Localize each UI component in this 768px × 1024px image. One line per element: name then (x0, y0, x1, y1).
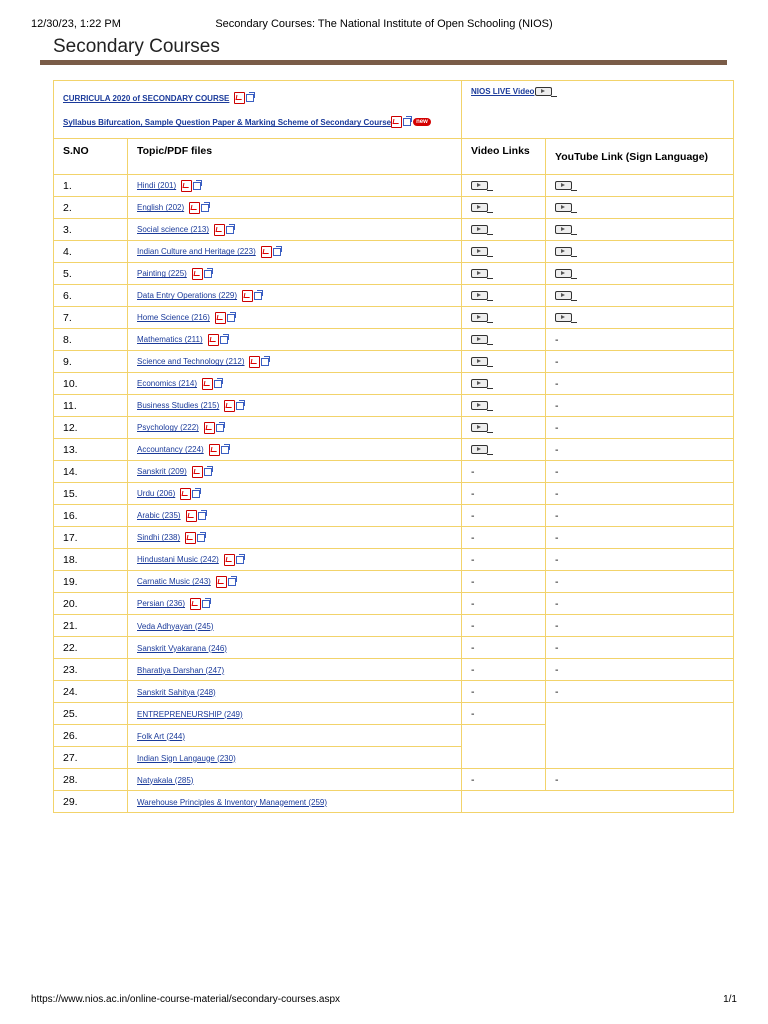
print-datetime: 12/30/23, 1:22 PM (31, 18, 121, 30)
row-sno: 27. (54, 747, 128, 769)
row-topic (128, 241, 462, 263)
pdf-icon[interactable] (242, 290, 253, 302)
video-icon[interactable] (471, 445, 488, 454)
video-link-cell (462, 439, 546, 461)
youtube-link-cell: - (546, 571, 734, 593)
topic-link[interactable]: Sanskrit Sahitya (248) (137, 687, 216, 697)
video-icon[interactable] (555, 181, 572, 190)
row-topic (128, 791, 462, 813)
row-sno: 18. (54, 549, 128, 571)
video-icon[interactable] (471, 401, 488, 410)
topic-link[interactable]: Urdu (206) (137, 489, 176, 499)
youtube-link-cell (546, 263, 734, 285)
table-row (54, 373, 734, 395)
video-link-cell (462, 417, 546, 439)
video-link-cell: - (462, 659, 546, 681)
empty-cell (546, 703, 734, 769)
row-sno: 5. (54, 263, 128, 285)
row-sno: 4. (54, 241, 128, 263)
video-link-cell (462, 307, 546, 329)
video-link-cell: - (462, 681, 546, 703)
row-sno: 26. (54, 725, 128, 747)
pdf-icon[interactable] (185, 532, 196, 544)
topic-link[interactable]: Sindhi (238) (137, 533, 181, 543)
video-icon[interactable] (471, 225, 488, 234)
video-link-cell: - (462, 703, 546, 725)
topic-link[interactable]: English (202) (137, 203, 185, 213)
row-topic (128, 175, 462, 197)
youtube-link-cell: - (546, 593, 734, 615)
video-link-cell: - (462, 615, 546, 637)
topic-link[interactable]: Natyakala (285) (137, 775, 194, 785)
table-row (54, 791, 734, 813)
row-sno: 6. (54, 285, 128, 307)
video-link-cell (462, 285, 546, 307)
print-footer (31, 994, 737, 1005)
row-sno: 24. (54, 681, 128, 703)
row-sno: 3. (54, 219, 128, 241)
row-sno: 13. (54, 439, 128, 461)
courses-table (53, 80, 734, 813)
topic-link[interactable]: Bharatiya Darshan (247) (137, 665, 225, 675)
table-row (54, 329, 734, 351)
new-window-icon[interactable] (192, 490, 200, 498)
table-row (54, 769, 734, 791)
youtube-link-cell: - (546, 681, 734, 703)
row-sno: 2. (54, 197, 128, 219)
video-icon[interactable] (471, 423, 488, 432)
print-title: Secondary Courses: The National Institute of Open Schooling (NIOS) (215, 18, 553, 30)
topic-link[interactable]: Painting (225) (137, 269, 187, 279)
topic-link[interactable]: Economics (214) (137, 379, 198, 389)
table-row (54, 527, 734, 549)
youtube-link-cell: - (546, 637, 734, 659)
row-sno: 22. (54, 637, 128, 659)
row-sno: 10. (54, 373, 128, 395)
row-topic (128, 219, 462, 241)
video-link-cell: - (462, 549, 546, 571)
video-icon[interactable] (471, 181, 488, 190)
row-topic (128, 417, 462, 439)
table-row (54, 285, 734, 307)
topic-link[interactable]: Carnatic Music (243) (137, 577, 211, 587)
pdf-icon[interactable] (186, 510, 197, 522)
video-link-cell (462, 175, 546, 197)
header-youtube-link: YouTube Link (Sign Language) (546, 139, 734, 175)
row-sno: 19. (54, 571, 128, 593)
table-row (54, 439, 734, 461)
new-window-icon[interactable] (236, 402, 244, 410)
footer-page-number: 1/1 (723, 994, 737, 1005)
pdf-icon[interactable] (204, 422, 215, 434)
topic-link[interactable]: Veda Adhyayan (245) (137, 621, 214, 631)
table-row (54, 593, 734, 615)
video-link-cell (462, 329, 546, 351)
header-video-links: Video Links (462, 139, 546, 175)
table-row (54, 659, 734, 681)
new-window-icon[interactable] (197, 534, 205, 542)
topic-link[interactable]: Business Studies (215) (137, 401, 220, 411)
row-sno: 28. (54, 769, 128, 791)
topic-link[interactable]: Arabic (235) (137, 511, 181, 521)
table-header-row (54, 139, 734, 175)
row-sno: 1. (54, 175, 128, 197)
topic-link[interactable]: Sanskrit (209) (137, 467, 187, 477)
video-icon[interactable] (555, 225, 572, 234)
row-topic (128, 505, 462, 527)
video-icon[interactable] (471, 247, 488, 256)
header-sno: S.NO (54, 139, 128, 175)
row-topic (128, 747, 462, 769)
row-topic (128, 483, 462, 505)
youtube-link-cell (546, 175, 734, 197)
video-icon[interactable] (555, 269, 572, 278)
row-topic (128, 725, 462, 747)
table-row (54, 505, 734, 527)
row-topic (128, 351, 462, 373)
footer-url: https://www.nios.ac.in/online-course-material/secondary-courses.aspx (31, 994, 341, 1005)
row-topic (128, 373, 462, 395)
topic-link[interactable]: Persian (236) (137, 599, 186, 609)
topic-link[interactable]: Accountancy (224) (137, 445, 204, 455)
nios-live-cell (462, 81, 734, 139)
pdf-icon[interactable] (209, 444, 220, 456)
youtube-link-cell (546, 285, 734, 307)
new-window-icon[interactable] (216, 424, 224, 432)
topic-link[interactable]: Sanskrit Vyakarana (246) (137, 643, 227, 653)
video-link-cell: - (462, 637, 546, 659)
pdf-icon[interactable] (261, 246, 272, 258)
topic-link[interactable]: Science and Technology (212) (137, 357, 245, 367)
video-link-cell (462, 373, 546, 395)
youtube-link-cell: - (546, 615, 734, 637)
row-sno: 8. (54, 329, 128, 351)
youtube-link-cell: - (546, 417, 734, 439)
table-row (54, 219, 734, 241)
topic-link[interactable]: Warehouse Principles & Inventory Management (259) (137, 797, 328, 807)
row-topic (128, 615, 462, 637)
row-sno: 14. (54, 461, 128, 483)
video-link-cell: - (462, 461, 546, 483)
pdf-icon[interactable] (214, 224, 225, 236)
video-icon[interactable] (555, 313, 572, 322)
new-window-icon[interactable] (221, 446, 229, 454)
topic-link[interactable]: Indian Culture and Heritage (223) (137, 247, 256, 257)
new-badge: new (413, 118, 431, 126)
table-row (54, 615, 734, 637)
row-topic (128, 527, 462, 549)
new-window-icon[interactable] (204, 468, 212, 476)
table-row (54, 395, 734, 417)
video-icon[interactable] (471, 335, 488, 344)
video-link-cell (462, 263, 546, 285)
title-divider (40, 60, 727, 65)
new-window-icon[interactable] (214, 380, 222, 388)
row-sno: 21. (54, 615, 128, 637)
row-topic (128, 263, 462, 285)
nios-live-video-link[interactable]: NIOS LIVE Video (471, 87, 535, 96)
table-row (54, 637, 734, 659)
video-link-cell: - (462, 527, 546, 549)
pdf-icon[interactable] (208, 334, 219, 346)
pdf-icon[interactable] (216, 576, 227, 588)
row-topic (128, 197, 462, 219)
table-row (54, 571, 734, 593)
pdf-icon[interactable] (391, 116, 402, 128)
row-sno: 17. (54, 527, 128, 549)
row-topic (128, 307, 462, 329)
youtube-link-cell: - (546, 439, 734, 461)
empty-cell (462, 791, 734, 813)
table-row (54, 483, 734, 505)
topic-link[interactable]: Folk Art (244) (137, 731, 186, 741)
youtube-link-cell: - (546, 461, 734, 483)
video-link-cell (462, 351, 546, 373)
topic-link[interactable]: Social science (213) (137, 225, 210, 235)
curricula-cell (54, 81, 462, 139)
table-row (54, 703, 734, 725)
youtube-link-cell (546, 241, 734, 263)
topic-link[interactable]: Mathematics (211) (137, 335, 203, 345)
curricula-link[interactable]: CURRICULA 2020 of SECONDARY COURSE (63, 94, 230, 103)
video-link-cell: - (462, 571, 546, 593)
pdf-icon[interactable] (189, 202, 200, 214)
empty-cell (462, 725, 546, 769)
row-topic (128, 769, 462, 791)
video-icon[interactable] (555, 203, 572, 212)
table-row (54, 241, 734, 263)
topic-link[interactable]: Psychology (222) (137, 423, 199, 433)
video-icon[interactable] (471, 291, 488, 300)
video-link-cell: - (462, 593, 546, 615)
print-header (31, 18, 737, 32)
youtube-link-cell (546, 307, 734, 329)
row-sno: 29. (54, 791, 128, 813)
row-topic (128, 703, 462, 725)
row-topic (128, 637, 462, 659)
new-window-icon[interactable] (246, 94, 254, 102)
page-title: Secondary Courses (53, 36, 220, 57)
row-sno: 15. (54, 483, 128, 505)
video-link-cell (462, 395, 546, 417)
pdf-icon[interactable] (180, 488, 191, 500)
top-links-row (54, 81, 734, 139)
new-window-icon[interactable] (236, 556, 244, 564)
table-row (54, 175, 734, 197)
video-icon[interactable] (471, 269, 488, 278)
new-window-icon[interactable] (228, 578, 236, 586)
row-sno: 12. (54, 417, 128, 439)
youtube-link-cell (546, 219, 734, 241)
row-topic (128, 439, 462, 461)
row-topic (128, 461, 462, 483)
row-sno: 25. (54, 703, 128, 725)
table-row (54, 197, 734, 219)
video-link-cell (462, 197, 546, 219)
pdf-icon[interactable] (215, 312, 226, 324)
video-icon[interactable] (555, 247, 572, 256)
topic-link[interactable]: Indian Sign Langauge (230) (137, 753, 236, 763)
pdf-icon[interactable] (234, 92, 245, 104)
video-link-cell (462, 241, 546, 263)
pdf-icon[interactable] (192, 466, 203, 478)
row-topic (128, 681, 462, 703)
pdf-icon[interactable] (192, 268, 203, 280)
table-row (54, 263, 734, 285)
new-window-icon[interactable] (202, 600, 210, 608)
row-topic (128, 571, 462, 593)
header-topic: Topic/PDF files (128, 139, 462, 175)
new-window-icon[interactable] (227, 314, 235, 322)
video-icon[interactable] (471, 379, 488, 388)
table-row (54, 307, 734, 329)
row-topic (128, 593, 462, 615)
row-topic (128, 395, 462, 417)
row-sno: 9. (54, 351, 128, 373)
video-link-cell: - (462, 505, 546, 527)
new-window-icon[interactable] (201, 204, 209, 212)
new-window-icon[interactable] (403, 118, 411, 126)
video-icon[interactable] (471, 203, 488, 212)
new-window-icon[interactable] (193, 182, 201, 190)
video-icon[interactable] (555, 291, 572, 300)
youtube-link-cell: - (546, 373, 734, 395)
youtube-link-cell: - (546, 659, 734, 681)
youtube-link-cell (546, 197, 734, 219)
video-icon[interactable] (535, 87, 552, 96)
topic-link[interactable]: Home Science (216) (137, 313, 210, 323)
pdf-icon[interactable] (224, 554, 235, 566)
video-link-cell (462, 219, 546, 241)
row-topic (128, 549, 462, 571)
new-window-icon[interactable] (273, 248, 281, 256)
video-icon[interactable] (471, 313, 488, 322)
pdf-icon[interactable] (224, 400, 235, 412)
youtube-link-cell: - (546, 329, 734, 351)
syllabus-link[interactable]: Syllabus Bifurcation, Sample Question Paper & Marking Scheme of Secondary Course (63, 118, 392, 128)
pdf-icon[interactable] (190, 598, 201, 610)
youtube-link-cell: - (546, 351, 734, 373)
video-link-cell: - (462, 483, 546, 505)
table-row (54, 351, 734, 373)
pdf-icon[interactable] (202, 378, 213, 390)
new-window-icon[interactable] (261, 358, 269, 366)
row-sno: 20. (54, 593, 128, 615)
youtube-link-cell: - (546, 549, 734, 571)
youtube-link-cell: - (546, 483, 734, 505)
table-row (54, 549, 734, 571)
course-rows (54, 175, 734, 813)
row-sno: 23. (54, 659, 128, 681)
row-topic (128, 285, 462, 307)
new-window-icon[interactable] (220, 336, 228, 344)
row-sno: 11. (54, 395, 128, 417)
topic-link[interactable]: Hindustani Music (242) (137, 555, 219, 565)
row-sno: 7. (54, 307, 128, 329)
row-sno: 16. (54, 505, 128, 527)
new-window-icon[interactable] (226, 226, 234, 234)
row-topic (128, 329, 462, 351)
youtube-link-cell: - (546, 527, 734, 549)
youtube-link-cell: - (546, 769, 734, 791)
table-row (54, 681, 734, 703)
youtube-link-cell: - (546, 395, 734, 417)
pdf-icon[interactable] (249, 356, 260, 368)
youtube-link-cell: - (546, 505, 734, 527)
new-window-icon[interactable] (198, 512, 206, 520)
row-topic (128, 659, 462, 681)
topic-link[interactable]: Hindi (201) (137, 181, 177, 191)
video-link-cell: - (462, 769, 546, 791)
topic-link[interactable]: Data Entry Operations (229) (137, 291, 238, 301)
new-window-icon[interactable] (254, 292, 262, 300)
new-window-icon[interactable] (204, 270, 212, 278)
pdf-icon[interactable] (181, 180, 192, 192)
video-icon[interactable] (471, 357, 488, 366)
table-row (54, 417, 734, 439)
table-row (54, 461, 734, 483)
topic-link[interactable]: ENTREPRENEURSHIP (249) (137, 709, 243, 719)
